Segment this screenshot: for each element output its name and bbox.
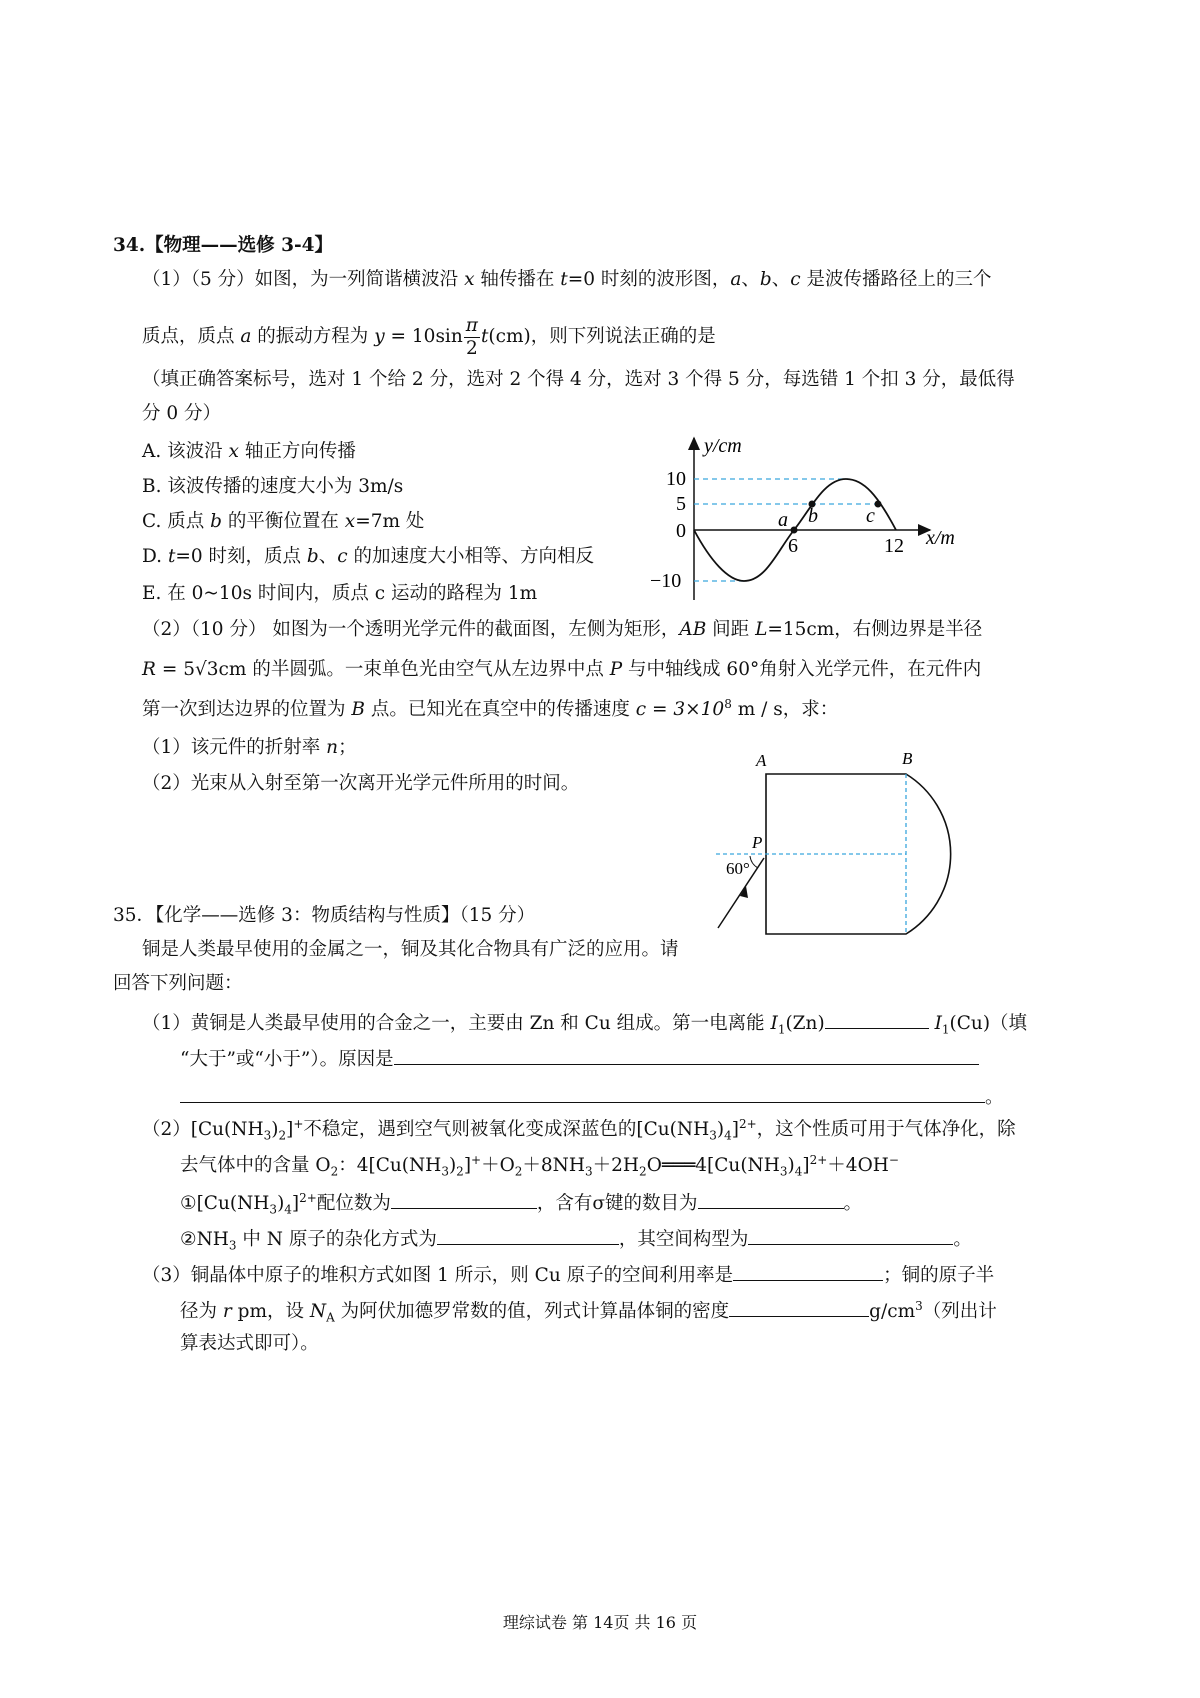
option-a: A. 该波沿 x 轴正方向传播	[142, 441, 356, 462]
y-tick-0: 0	[676, 520, 686, 542]
label-c: c	[866, 505, 875, 527]
label-P: P	[752, 833, 763, 852]
q34-title: 34.【物理——选修 3-4】	[113, 235, 334, 256]
answer-blank[interactable]	[748, 1224, 953, 1245]
answer-blank[interactable]	[729, 1296, 869, 1317]
option-d: D. t=0 时刻，质点 b、c 的加速度大小相等、方向相反	[142, 546, 595, 567]
label-B: B	[902, 749, 913, 768]
angle-arc	[750, 856, 758, 868]
answer-blank[interactable]	[180, 1082, 985, 1103]
q35-s2-line2: 去气体中的含量 $O_2$：$4[Cu(NH_3)_2]^++O_2+8NH_3+2H_2O═══4[Cu(NH_3)_4]^{2+}+4OH^-$	[180, 1152, 899, 1179]
optic-element-figure	[700, 740, 1000, 940]
x-tick-6: 6	[788, 535, 798, 557]
q34-p1-line1: （1）（5 分）如图，为一列简谐横波沿 x 轴传播在 t=0 时刻的波形图，a、b、c 是波传播路径上的三个	[142, 269, 992, 290]
q35-intro-line1: 铜是人类最早使用的金属之一，铜及其化合物具有广泛的应用。请	[142, 939, 679, 960]
q34-p1-line3: （填正确答案标号，选对 1 个给 2 分，选对 2 个得 4 分，选对 3 个得 5 分，每选错 1 个扣 3 分，最低得	[142, 369, 1015, 390]
q35-s3-line2: 径为 r pm，设 $N_A$ 为阿伏加德罗常数的值，列式计算晶体铜的密度 $g/cm^3$（列出计	[180, 1296, 997, 1326]
y-tick-10: 10	[666, 468, 686, 490]
option-c: C. 质点 b 的平衡位置在 x=7m 处	[142, 511, 425, 532]
q35-s1-line2: “大于”或“小于”）。原因是	[180, 1044, 979, 1074]
x-axis-label: x/m	[926, 527, 955, 549]
answer-blank[interactable]	[733, 1260, 883, 1281]
q35-s2-q1: $①[Cu(NH_3)_4]^{2+}$配位数为 ，含有σ键的数目为 。	[180, 1188, 862, 1218]
q35-s2-line1: $(2)[Cu(NH_3)_2]^+$不稳定，遇到空气则被氧化变成深蓝色的$[Cu(NH_3)_4]^{2+}$，这个性质可用于气体净化，除	[142, 1116, 1016, 1143]
answer-blank[interactable]	[437, 1224, 619, 1245]
q34-p1-line4: 分 0 分）	[142, 403, 222, 424]
label-A: A	[756, 751, 767, 770]
pi-over-2-fraction: $\frac{\pi}{2}$	[465, 314, 478, 359]
y-axis-label: y/cm	[704, 435, 742, 457]
q35-s2-q2: $②NH_3$ 中 N 原子的杂化方式为 ，其空间构型为 。	[180, 1224, 972, 1254]
q34-p2-line2: R = 5√3cm 的半圆弧。一束单色光由空气从左边界中点 P 与中轴线成 60°角射入光学元件，在元件内	[142, 659, 982, 680]
x-tick-12: 12	[884, 535, 904, 557]
q35-s3-line3: 算表达式即可）。	[180, 1333, 319, 1354]
answer-blank[interactable]	[394, 1044, 979, 1065]
equation: y	[374, 326, 385, 347]
wave-graph	[640, 430, 980, 610]
answer-blank[interactable]	[825, 1008, 929, 1029]
q34-p2-sub2: （2）光束从入射至第一次离开光学元件所用的时间。	[142, 773, 580, 794]
option-e: E. 在 0~10s 时间内，质点 c 运动的路程为 1m	[142, 583, 538, 604]
label-b: b	[808, 505, 818, 527]
y-tick-minus10: −10	[650, 570, 682, 592]
q34-p2-sub1: （1）该元件的折射率 n；	[142, 737, 357, 758]
point-c	[875, 501, 882, 508]
q34-p1-line2: 质点，质点 a 的振动方程为 y = 10sin $\frac{\pi}{2}$ t(cm)，则下列说法正确的是	[142, 314, 716, 359]
q35-intro-line2: 回答下列问题：	[113, 973, 243, 994]
option-b: B. 该波传播的速度大小为 3m/s	[142, 476, 404, 497]
q35-s1-line3: 。	[180, 1082, 1004, 1112]
page-footer: 理综试卷 第 14页 共 16 页	[502, 1613, 698, 1632]
label-a: a	[778, 509, 788, 531]
q35-s3-line1: （3）铜晶体中原子的堆积方式如图 1 所示，则 Cu 原子的空间利用率是 ；铜的原子半	[142, 1260, 994, 1290]
answer-blank[interactable]	[698, 1188, 844, 1209]
answer-blank[interactable]	[391, 1188, 537, 1209]
point-a	[791, 527, 798, 534]
angle-label: 60°	[726, 859, 750, 878]
y-tick-5: 5	[676, 493, 686, 515]
q35-title: 35．【化学——选修 3：物质结构与性质】（15 分）	[113, 905, 536, 926]
q35-s1-line1: （1）黄铜是人类最早使用的合金之一，主要由 Zn 和 Cu 组成。第一电离能 $I_1(Zn)$ $I_1(Cu)$（填	[142, 1008, 1027, 1038]
q34-p2-line1: （2）（10 分） 如图为一个透明光学元件的截面图，左侧为矩形，AB 间距 L=15cm，右侧边界是半径	[142, 619, 983, 640]
q34-p2-line3: 第一次到达边界的位置为 B 点。已知光在真空中的传播速度 $c = 3\times 10^8$ m / s，求：	[142, 696, 839, 720]
